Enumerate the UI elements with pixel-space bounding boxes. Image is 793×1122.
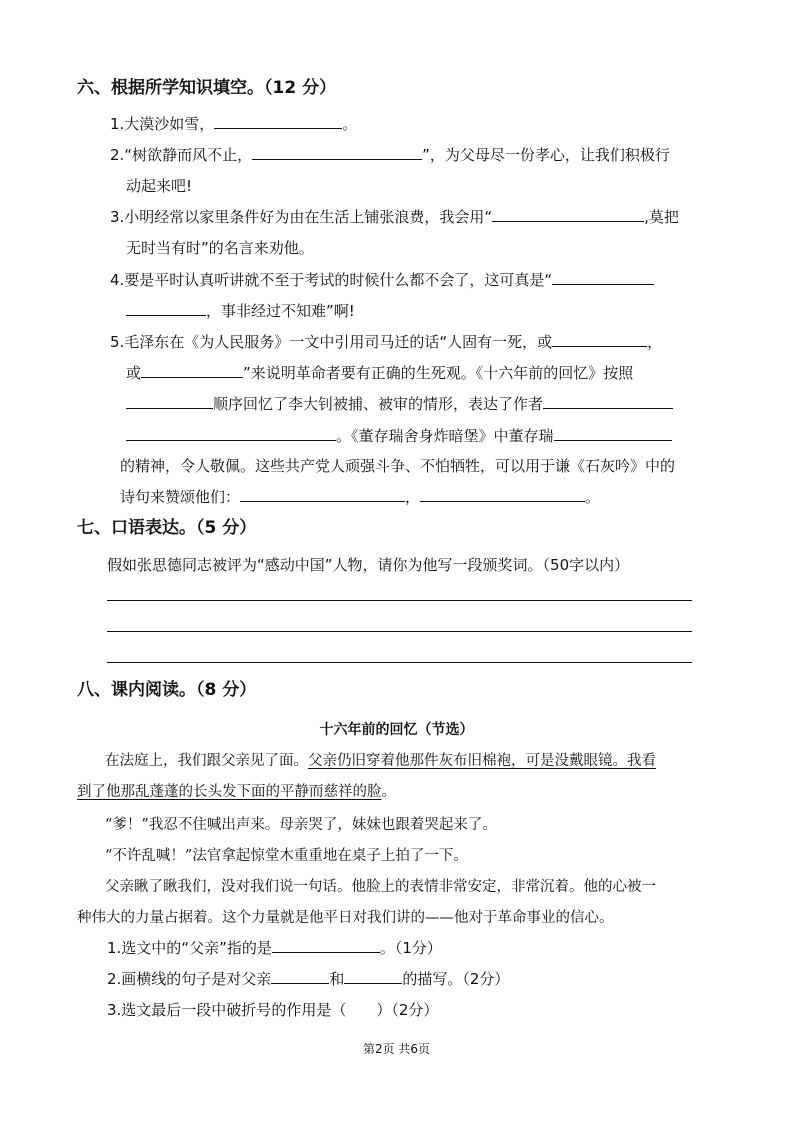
question-8-2 [107, 969, 509, 989]
passage-paragraph-4: 父亲瞅了瞅我们，没对我们说一句话。他脸上的表情非常安定，非常沉着。他的心被一 [105, 879, 656, 895]
text: 4.要是平时认真听讲就不至于考试的时候什么都不会了，这可真是“ [110, 271, 553, 289]
answer-blank[interactable] [214, 114, 342, 129]
question-6-4 [110, 270, 654, 290]
text: 和 [329, 970, 345, 988]
text: ， [647, 333, 663, 351]
text: 在法庭上，我们跟父亲见了面。 [105, 753, 308, 769]
question-8-3: 3.选文最后一段中破折号的作用是（ ）（2分） [107, 1001, 439, 1019]
text: ”来说明革命者要有正确的生死观。《十六年前的回忆》按照 [243, 364, 634, 382]
text: 。《董存瑞舍身炸暗堡》中董存瑞 [336, 427, 554, 445]
section-7-heading: 七、口语表达。（5 分） [77, 518, 257, 538]
underlined-sentence: 到了他那乱蓬蓬的长头发下面的平静而慈祥的脸 [77, 784, 382, 800]
passage-paragraph-3: “不许乱喊！”法官拿起惊堂木重重地在桌子上拍了一下。 [105, 848, 468, 864]
section-8-heading: 八、课内阅读。（8 分） [77, 680, 257, 700]
text: ， [405, 488, 421, 506]
text: 。（1分） [379, 939, 442, 957]
passage-paragraph-1-cont [77, 782, 396, 802]
text: 3.小明经常以家里条件好为由在生活上铺张浪费，我会用“ [110, 208, 493, 226]
question-6-5-line2 [126, 363, 633, 383]
question-6-5-line3 [126, 394, 673, 414]
text: 诗句来赞颂他们： [120, 488, 241, 506]
text: 2.“树欲静而风不止， [110, 146, 253, 164]
writing-line[interactable] [107, 631, 692, 632]
answer-blank[interactable] [552, 270, 654, 285]
answer-blank[interactable] [344, 969, 402, 984]
writing-line[interactable] [107, 662, 692, 663]
question-6-2-cont: 动起来吧! [126, 177, 193, 195]
answer-blank[interactable] [543, 394, 673, 409]
answer-blank[interactable] [126, 426, 336, 441]
passage-paragraph-4-cont: 种伟大的力量占据着。这个力量就是他平日对我们讲的——他对于革命事业的信心。 [77, 910, 614, 926]
answer-blank[interactable] [554, 426, 672, 441]
text: ，事非经过不知难”啊! [206, 302, 355, 320]
writing-line[interactable] [107, 600, 692, 601]
question-6-5-line6 [120, 487, 600, 507]
answer-blank[interactable] [271, 969, 329, 984]
question-6-1 [110, 114, 357, 134]
text: 2.画横线的句子是对父亲 [107, 970, 272, 988]
text: 。 [585, 488, 601, 506]
question-6-5 [110, 332, 662, 352]
question-6-2 [110, 145, 670, 165]
answer-blank[interactable] [252, 145, 422, 160]
answer-blank[interactable] [126, 394, 213, 409]
question-6-5-line4 [126, 426, 672, 446]
answer-blank[interactable] [141, 363, 243, 378]
question-6-4-cont [126, 301, 355, 321]
text: ,莫把 [644, 208, 679, 226]
answer-blank[interactable] [420, 487, 585, 502]
question-6-3 [110, 207, 679, 227]
section-6-heading: 六、根据所学知识填空。（12 分） [77, 78, 337, 98]
page-footer: 第2页 共6页 [362, 1042, 431, 1056]
text: 1.选文中的“父亲”指的是 [107, 939, 272, 957]
question-6-5-line5: 的精神，令人敬佩。这些共产党人顽强斗争、不怕牺牲，可以用于谦《石灰吟》中的 [120, 457, 676, 475]
passage-paragraph-2: “爹！”我忍不住喊出声来。母亲哭了，妹妹也跟着哭起来了。 [105, 817, 497, 833]
text: 5.毛泽东在《为人民服务》一文中引用司马迁的话“人固有一死，或 [110, 333, 553, 351]
question-8-1 [107, 938, 442, 958]
text: 的描写。（2分） [402, 970, 510, 988]
section-7-prompt: 假如张思德同志被评为“感动中国”人物，请你为他写一段颁奖词。（50字以内） [107, 556, 630, 574]
underlined-sentence: 父亲仍旧穿着他那件灰布旧棉袍，可是没戴眼镜。我看 [308, 753, 656, 769]
passage-paragraph-1 [105, 751, 656, 771]
text: 顺序回忆了李大钊被捕、被审的情形，表达了作者 [213, 395, 544, 413]
text: 。 [381, 784, 396, 800]
answer-blank[interactable] [492, 207, 644, 222]
text: ”，为父母尽一份孝心，让我们积极行 [422, 146, 670, 164]
answer-blank[interactable] [240, 487, 405, 502]
text: 或 [126, 364, 142, 382]
answer-blank[interactable] [552, 332, 647, 347]
text: 。 [342, 115, 358, 133]
answer-blank[interactable] [126, 301, 206, 316]
answer-blank[interactable] [272, 938, 380, 953]
passage-title: 十六年前的回忆（节选） [319, 722, 474, 738]
text: 1.大漠沙如雪， [110, 115, 215, 133]
question-6-3-cont: 无时当有时”的名言来劝他。 [126, 239, 314, 257]
